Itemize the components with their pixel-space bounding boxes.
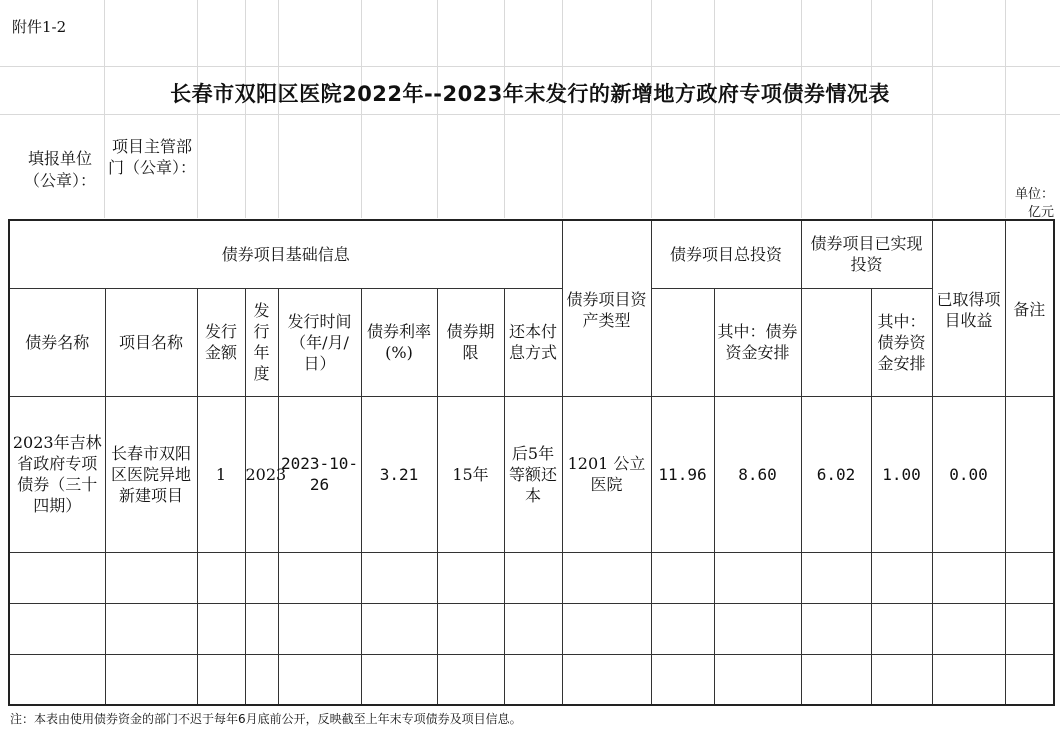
header-issue-year: 发行年度 [245, 288, 278, 396]
header-row-2 [9, 288, 1054, 396]
cell-bond-name: 2023年吉林省政府专项债券（三十四期） [9, 396, 105, 552]
header-total-investment: 债券项目总投资 [651, 220, 801, 288]
grid-line [932, 0, 933, 218]
cell-revenue: 0.00 [932, 396, 1005, 552]
grid-line [104, 0, 105, 218]
unit-label: 单位：亿元 [1014, 187, 1054, 220]
header-total-blank [651, 288, 714, 396]
cell-issue-amount: 1 [197, 396, 245, 552]
grid-line [437, 0, 438, 218]
cell-issue-year: 2023 [245, 396, 278, 552]
header-repayment: 还本付息方式 [504, 288, 562, 396]
grid-line [0, 114, 1060, 115]
grid-line [197, 0, 198, 218]
page-title: 长春市双阳区医院2022年--2023年末发行的新增地方政府专项债券情况表 [170, 82, 890, 106]
header-realized-investment: 债券项目已实现投资 [801, 220, 932, 288]
cell-total-investment: 11.96 [651, 396, 714, 552]
header-issue-amount: 发行金额 [197, 288, 245, 396]
cell-total-bond-funds: 8.60 [714, 396, 801, 552]
header-asset-type: 债券项目资产类型 [562, 220, 651, 396]
header-realized-blank [801, 288, 871, 396]
empty-row [9, 654, 1054, 705]
grid-line [801, 0, 802, 218]
cell-remarks [1005, 396, 1054, 552]
grid-line [714, 0, 715, 218]
header-project-name: 项目名称 [105, 288, 197, 396]
header-realized-of-which: 其中：债券资金安排 [871, 288, 932, 396]
cell-repayment: 后5年等额还本 [504, 396, 562, 552]
grid-line [245, 0, 246, 218]
cell-realized-bond-funds: 1.00 [871, 396, 932, 552]
grid-line [1005, 0, 1006, 218]
grid-line [504, 0, 505, 218]
empty-row [9, 603, 1054, 654]
table-row [9, 396, 1054, 552]
footnote: 注：本表由使用债券资金的部门不迟于每年6月底前公开，反映截至上年末专项债券及项目信息。 [10, 712, 522, 726]
header-row-1 [9, 220, 1054, 288]
header-revenue: 已取得项目收益 [932, 220, 1005, 396]
header-remarks: 备注 [1005, 220, 1054, 396]
fill-dept-label: 项目主管部门（公章）： [108, 137, 197, 177]
cell-interest-rate: 3.21 [361, 396, 437, 552]
header-total-of-which: 其中：债券资金安排 [714, 288, 801, 396]
grid-line [361, 0, 362, 218]
cell-issue-date: 2023-10-26 [278, 396, 361, 552]
header-basic-info: 债券项目基础信息 [9, 220, 562, 288]
grid-line [278, 0, 279, 218]
cell-asset-type: 1201 公立医院 [562, 396, 651, 552]
cell-term: 15年 [437, 396, 504, 552]
cell-project-name: 长春市双阳区医院异地新建项目 [105, 396, 197, 552]
grid-line [651, 0, 652, 218]
grid-line [0, 66, 1060, 67]
grid-line [562, 0, 563, 218]
bond-table [8, 219, 1055, 706]
empty-row [9, 552, 1054, 603]
annex-label: 附件1-2 [12, 18, 67, 36]
header-issue-date: 发行时间（年/月/日） [278, 288, 361, 396]
grid-line [871, 0, 872, 218]
header-term: 债券期限 [437, 288, 504, 396]
header-interest-rate: 债券利率(%) [361, 288, 437, 396]
cell-realized-investment: 6.02 [801, 396, 871, 552]
header-bond-name: 债券名称 [9, 288, 105, 396]
fill-unit-label: 填报单位（公章）： [23, 149, 96, 190]
